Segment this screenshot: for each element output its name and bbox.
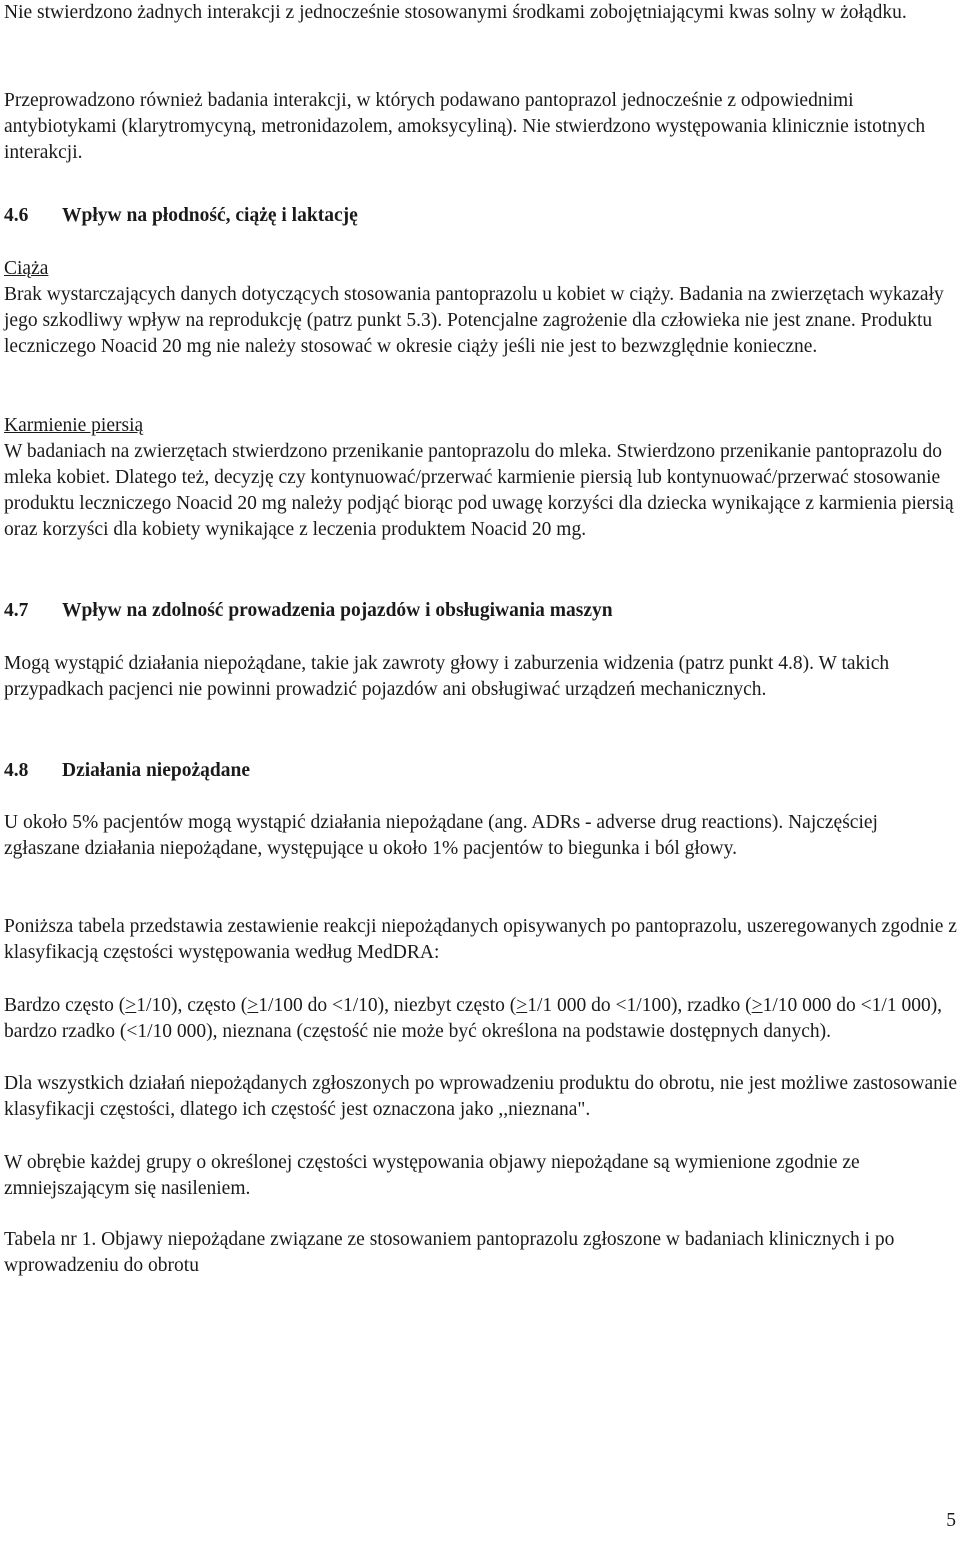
- pregnancy-text-b: Badania na zwierzętach wykazały jego szkodliwy wpływ na reprodukcję (patrz punkt 5.3). Potencjalne zagrożenie dla człowieka nie jest znane.: [4, 284, 944, 331]
- section-title: Działania niepożądane: [62, 760, 250, 781]
- adverse-effects-paragraph-2: Poniższa tabela przedstawia zestawienie reakcji niepożądanych opisywanych po pantoprazolu, uszeregowanych zgodnie z klasyfikacją częstości występowania według MedDRA:: [4, 916, 957, 963]
- interactions-paragraph-2: Przeprowadzono również badania interakcji, w których podawano pantoprazol jednocześnie z odpowiednimi antybiotykami (klarytromycyną, metronidazolem, amoksycyliną). Nie stwierdzono występowania klinicznie istotnych interakcji.: [4, 90, 926, 163]
- breastfeeding-subheading: Karmienie piersią: [4, 415, 144, 436]
- severity-order-paragraph: W obrębie każdej grupy o określonej częstości występowania objawy niepożądane są wymienione zgodnie ze zmniejszającym się nasileniem.: [4, 1152, 860, 1199]
- section-number: 4.6: [4, 205, 29, 226]
- unknown-frequency-paragraph: Dla wszystkich działań niepożądanych zgłoszonych po wprowadzeniu produktu do obrotu, nie jest możliwe zastosowanie klasyfikacji częstości, dlatego ich częstość jest oznaczona jako ,,nieznana".: [4, 1073, 957, 1120]
- breastfeeding-block: [4, 413, 957, 543]
- adverse-effects-paragraph-1: U około 5% pacjentów mogą wystąpić działania niepożądane (ang. ADRs - adverse drug reactions). Najczęściej zgłaszane działania niepożądane, występujące u około 1% pacjentów to biegunka i ból głowy.: [4, 812, 878, 859]
- pregnancy-block: [4, 256, 957, 360]
- page-number: 5: [946, 1510, 956, 1531]
- table-caption: Tabela nr 1. Objawy niepożądane związane ze stosowaniem pantoprazolu zgłoszone w badaniach klinicznych i po wprowadzeniu do obrotu: [4, 1229, 895, 1276]
- breastfeeding-text: W badaniach na zwierzętach stwierdzono przenikanie pantoprazolu do mleka. Stwierdzono przenikanie pantoprazolu do mleka kobiet. Dlatego też, decyzję czy kontynuować/przerwać karmienie piersią lub kontynuować/przerwać stosowanie produktu leczniczego Noacid 20 mg należy podjąć biorąc pod uwagę korzyści dla dziecka wynikające z karmienia piersią oraz korzyści dla kobiety wynikające z leczenia produktem Noacid 20 mg.: [4, 441, 954, 540]
- section-number: 4.7: [4, 600, 29, 621]
- section-title: Wpływ na zdolność prowadzenia pojazdów i obsługiwania maszyn: [62, 600, 613, 621]
- pregnancy-subheading: Ciąża: [4, 258, 49, 279]
- section-title: Wpływ na płodność, ciążę i laktację: [62, 205, 358, 226]
- driving-paragraph: Mogą wystąpić działania niepożądane, takie jak zawroty głowy i zaburzenia widzenia (patrz punkt 4.8). W takich przypadkach pacjenci nie powinni prowadzić pojazdów ani obsługiwać urządzeń mechanicznych.: [4, 653, 890, 700]
- section-4-7-heading: [4, 598, 957, 624]
- frequency-classification-paragraph: Bardzo często (>1/10), często (>1/100 do <1/10), niezbyt często (>1/1 000 do <1/100), rzadko (>1/10 000 do <1/1 000), bardzo rzadko (<1/10 000), nieznana (częstość nie może być określona na podstawie dostępnych danych).: [4, 995, 943, 1042]
- interactions-paragraph-1: Nie stwierdzono żadnych interakcji z jednocześnie stosowanymi środkami zobojętniającymi kwas solny w żołądku.: [4, 2, 907, 23]
- section-4-8-heading: [4, 758, 957, 784]
- pregnancy-text-c: Produktu leczniczego Noacid 20 mg nie należy stosować w okresie ciąży jeśli nie jest to bezwzględnie konieczne.: [4, 310, 933, 357]
- section-number: 4.8: [4, 760, 29, 781]
- pregnancy-text-a: Brak wystarczających danych dotyczących stosowania pantoprazolu u kobiet w ciąży.: [4, 284, 675, 305]
- section-4-6-heading: [4, 203, 957, 229]
